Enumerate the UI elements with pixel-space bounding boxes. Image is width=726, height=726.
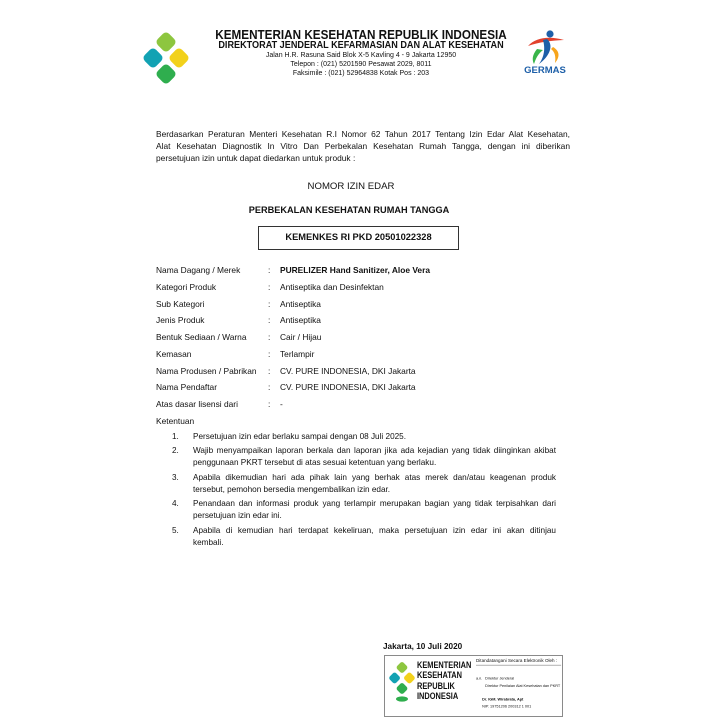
provision-text [193,472,556,496]
provision-item [156,472,556,496]
detail-value: Terlampir [280,348,315,359]
product-details [156,264,576,415]
detail-row [156,381,576,398]
provision-line: kembali. [193,537,224,547]
signer-nip: NIP. 19751206 200312 1 001 [482,704,532,709]
detail-label: Kemasan [156,348,192,359]
provision-item [156,445,556,469]
detail-label: Jenis Produk [156,315,205,326]
place-date: Jakarta, 10 Juli 2020 [383,642,463,651]
detail-value: Antiseptika [280,298,321,309]
provision-number: 2. [172,446,179,456]
detail-separator: : [268,365,271,376]
provision-item [156,431,556,443]
provisions-list [156,431,556,551]
detail-label: Kategori Produk [156,281,217,292]
provision-line: Wajib menyampaikan laporan berkala dan laporan jika ada kejadian yang tidak diinginkan akibat [193,446,556,456]
intro-line: Alat Kesehatan Diagnostik In Vitro Dan Perbekalan Kesehatan Rumah Tangga, dengan ini diberikan [156,141,570,151]
provision-number: 1. [172,432,179,441]
detail-row [156,314,576,331]
provision-item [156,525,556,549]
detail-row [156,398,576,415]
detail-row [156,298,576,315]
provision-number: 4. [172,499,179,509]
ministry-name: KEMENTERIAN KESEHATAN REPUBLIK INDONESIA [215,27,507,42]
detail-label: Nama Produsen / Pabrikan [156,365,257,376]
detail-value: CV. PURE INDONESIA, DKI Jakarta [280,382,416,393]
detail-value: CV. PURE INDONESIA, DKI Jakarta [280,365,416,376]
detail-separator: : [268,298,271,309]
detail-label: Bentuk Sediaan / Warna [156,332,247,342]
provision-number: 3. [172,472,179,482]
detail-row [156,331,576,348]
permit-number-box: KEMENKES RI PKD 20501022328 [258,226,459,250]
detail-separator: : [268,348,271,359]
intro-line: Berdasarkan Peraturan Menteri Kesehatan R.I Nomor 62 Tahun 2017 Tentang Izin Edar Alat Kesehatan, [156,129,570,139]
letterhead [160,29,562,78]
stamp-organization [417,661,477,702]
provision-line: Apabila di kemudian hari terdapat kekeliruan, maka persetujuan izin edar ini akan ditinjau [193,525,556,535]
detail-value: Antiseptika [280,315,321,326]
detail-label: Nama Pendaftar [156,382,217,393]
stamp-org-line: KEMENTERIAN [417,660,472,671]
kemenkes-logo-icon [388,660,416,704]
intro-line: persetujuan izin untuk dapat diedarkan untuk produk : [156,153,356,163]
signer-position: Direktur Penilaian Alat Kesehatan dan PKRT [485,683,561,689]
detail-label: Nama Dagang / Merek [156,265,241,275]
on-behalf-prefix: a.n. [476,675,483,681]
signer-name: Dr. IGM. Wirabrata, Apt [482,697,524,703]
provision-line: Persetujuan izin edar berlaku sampai dengan 08 Juli 2025. [193,432,407,441]
permit-heading: NOMOR IZIN EDAR [307,181,395,192]
detail-value: Antiseptika dan Desinfektan [280,281,384,292]
provision-item [156,498,556,522]
stamp-org-line: KESEHATAN [417,670,463,682]
provision-text [193,431,556,443]
provision-text [193,525,556,549]
detail-value: PURELIZER Hand Sanitizer, Aloe Vera [280,265,431,275]
e-signature-stamp [384,655,563,717]
detail-separator: : [268,332,271,342]
detail-row [156,281,576,298]
detail-separator: : [268,265,271,275]
provision-line: Apabila dikemudian hari ada pihak lain yang berhak atas merek dan/atau keagenan produk [193,472,556,482]
on-behalf-title: Direktur Jenderal [485,675,515,681]
detail-value: - [280,399,283,409]
address: Jalan H.R. Rasuna Said Blok X-5 Kavling 4 - 9 Jakarta 12950 [265,52,457,59]
detail-separator: : [268,315,271,326]
e-signature-caption: Ditandatangani Secara Elektronik Oleh : [476,659,561,666]
germas-logo [523,29,567,76]
directorate-name: DIREKTORAT JENDERAL KEFARMASIAN DAN ALAT KESEHATAN [218,40,504,51]
stamp-org-line: REPUBLIK [417,680,455,692]
provision-line: persetujuan izin edar ini. [193,511,282,521]
detail-value: Cair / Hijau [280,332,322,342]
detail-separator: : [268,399,271,409]
detail-separator: : [268,281,271,292]
provision-text [193,445,556,469]
stamp-org-line: INDONESIA [417,690,459,702]
intro-paragraph [156,128,570,164]
provision-line: penggunaan PKRT tersebut di atas sesuai ketentuan yang berlaku. [193,458,437,468]
provisions-heading: Ketentuan [156,416,195,426]
germas-label: GERMAS [524,65,566,76]
provision-line: tersebut, pemohon bersedia mengembalikan izin edar. [193,484,391,494]
provision-number: 5. [172,525,179,535]
detail-row [156,365,576,382]
detail-label: Atas dasar lisensi dari [156,399,238,409]
detail-row [156,348,576,365]
provision-line: Penandaan dan informasi produk yang terlampir merupakan bagian yang tidak terpisahkan dari [193,499,556,509]
phone: Telepon : (021) 5201590 Pesawat 2029, 8011 [290,61,432,68]
detail-separator: : [268,382,271,393]
detail-label: Sub Kategori [156,298,205,309]
provision-text [193,498,556,522]
detail-row [156,264,576,281]
germas-logo-icon [523,29,567,65]
permit-category: PERBEKALAN KESEHATAN RUMAH TANGGA [248,205,450,215]
fax: Faksimile : (021) 52964838 Kotak Pos : 203 [292,70,430,77]
signature-info [476,658,561,714]
